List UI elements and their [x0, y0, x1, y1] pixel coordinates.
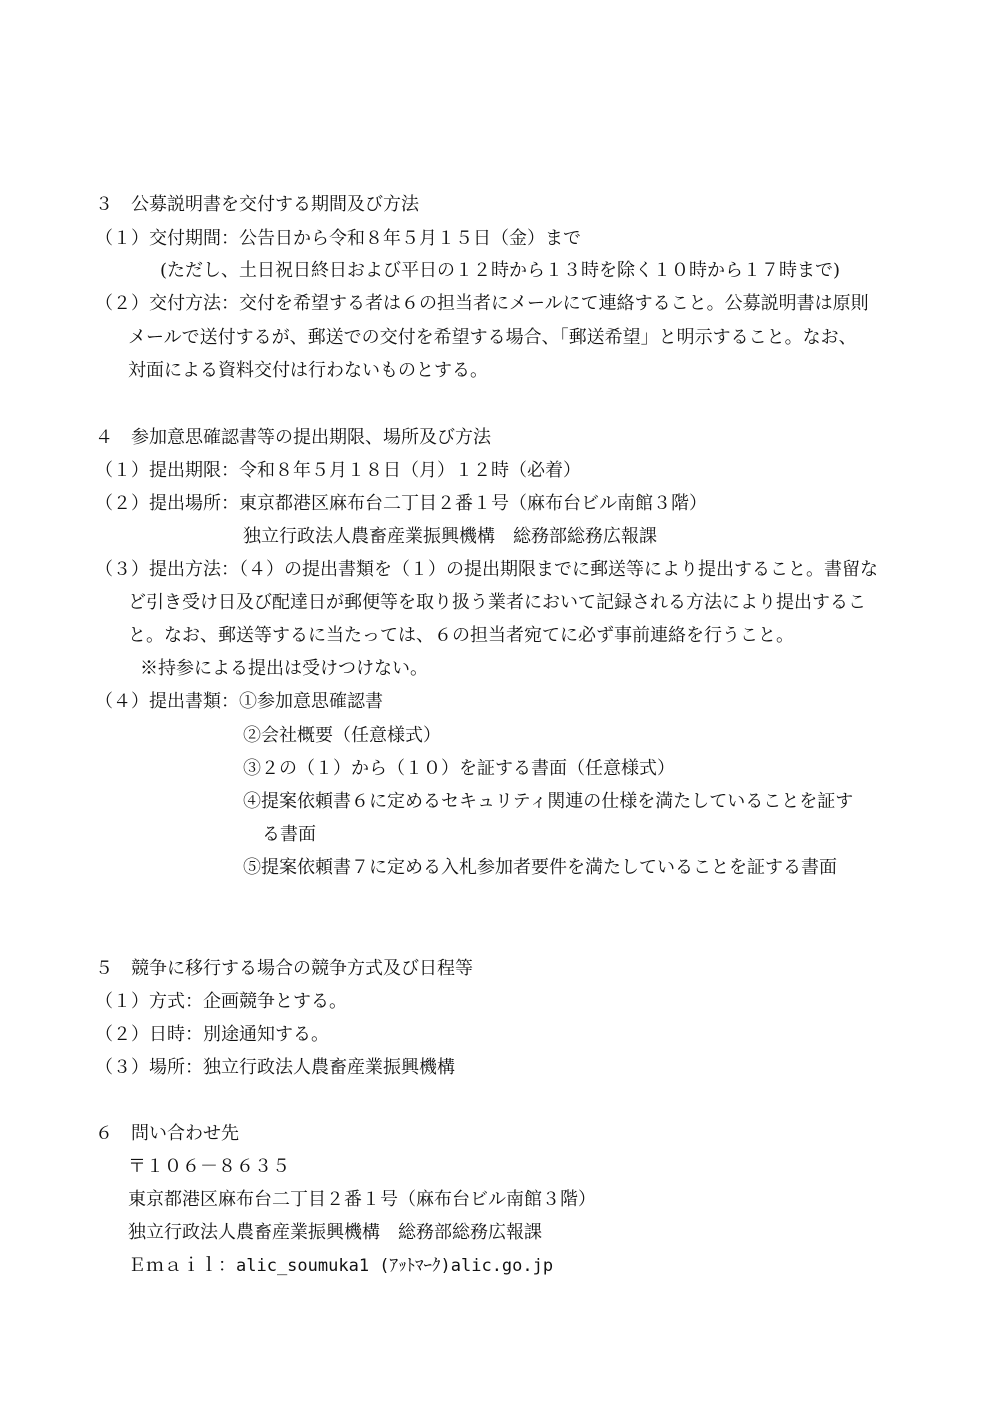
section3-item2 [95, 292, 869, 316]
section3-item2-line2: メールで送付するが、郵送での交付を希望する場合、「郵送希望」と明示すること。なお、 [128, 327, 857, 348]
section3-item2-label: （２）交付方法： [95, 293, 239, 314]
section3-item2-line1: 交付を希望する者は６の担当者にメールにて連絡すること。公募説明書は原則 [239, 293, 869, 314]
doc-item: ②会社概要（任意様式） [243, 725, 441, 746]
section4-heading: ４ 参加意思確認書等の提出期限、場所及び方法 [95, 427, 491, 448]
section5-item1 [95, 990, 347, 1014]
section3-item1-note: (ただし、土日祝日終日および平日の１２時から１３時を除く１０時から１７時まで) [160, 260, 841, 281]
doc-item-continuation: る書面 [262, 824, 316, 845]
section4-item3-line1: （４）の提出書類を（１）の提出期限までに郵送等により提出すること。書留な [239, 559, 878, 580]
section5-item1-text: 企画競争とする。 [203, 991, 347, 1012]
email-label: Ｅｍａｉｌ： [128, 1255, 236, 1276]
section4-item4-label: （４）提出書類： [95, 691, 239, 712]
section4-item2-line2: 独立行政法人農畜産業振興機構 総務部総務広報課 [243, 526, 657, 547]
section3-heading: ３ 公募説明書を交付する期間及び方法 [95, 194, 419, 215]
postal-code: 〒１０６－８６３５ [128, 1156, 290, 1177]
section4-item3-line3: と。なお、郵送等するに当たっては、６の担当者宛てに必ず事前連絡を行うこと。 [128, 625, 794, 646]
section5-item2-text: 別途通知する。 [203, 1024, 329, 1045]
section4-item3-label: （３）提出方法： [95, 559, 239, 580]
section5-item1-label: （１）方式： [95, 991, 203, 1012]
doc-item: ④提案依頼書６に定めるセキュリティ関連の仕様を満たしていることを証す [243, 791, 854, 812]
doc-item: ①参加意思確認書 [239, 691, 383, 712]
section4-item1-label: （１）提出期限： [95, 460, 239, 481]
section3-item1 [95, 227, 581, 251]
email-value: alic_soumuka1 (ｱｯﾄﾏｰｸ)alic.go.jp [236, 1256, 554, 1276]
section5-item3-text: 独立行政法人農畜産業振興機構 [203, 1057, 455, 1078]
contact-organization: 独立行政法人農畜産業振興機構 総務部総務広報課 [128, 1222, 542, 1243]
section6-heading: ６ 問い合わせ先 [95, 1123, 239, 1144]
section4-item2 [95, 492, 707, 516]
section3-item1-text: 公告日から令和８年５月１５日（金）まで [239, 228, 581, 249]
section5-heading: ５ 競争に移行する場合の競争方式及び日程等 [95, 958, 473, 979]
section5-item2 [95, 1023, 329, 1047]
section4-item1-text: 令和８年５月１８日（月）１２時（必着） [239, 460, 581, 481]
section5-item3-label: （３）場所： [95, 1057, 203, 1078]
section3-item2-line3: 対面による資料交付は行わないものとする。 [128, 360, 488, 381]
section5-item2-label: （２）日時： [95, 1024, 203, 1045]
contact-address: 東京都港区麻布台二丁目２番１号（麻布台ビル南館３階） [128, 1189, 596, 1210]
section5-item3 [95, 1056, 455, 1080]
section4-item2-label: （２）提出場所： [95, 493, 239, 514]
doc-item: ⑤提案依頼書７に定める入札参加者要件を満たしていることを証する書面 [243, 857, 837, 878]
section3-item1-label: （１）交付期間： [95, 228, 239, 249]
section4-item1 [95, 459, 581, 483]
section4-item3 [95, 558, 878, 582]
section4-item2-line1: 東京都港区麻布台二丁目２番１号（麻布台ビル南館３階） [239, 493, 707, 514]
section4-item3-note: ※持参による提出は受けつけない。 [140, 658, 428, 679]
section4-item4 [95, 690, 383, 714]
contact-email [128, 1254, 553, 1278]
section4-item3-line2: ど引き受け日及び配達日が郵便等を取り扱う業者において記録される方法により提出するこ [128, 592, 866, 613]
doc-item: ③２の（１）から（１０）を証する書面（任意様式） [243, 758, 675, 779]
